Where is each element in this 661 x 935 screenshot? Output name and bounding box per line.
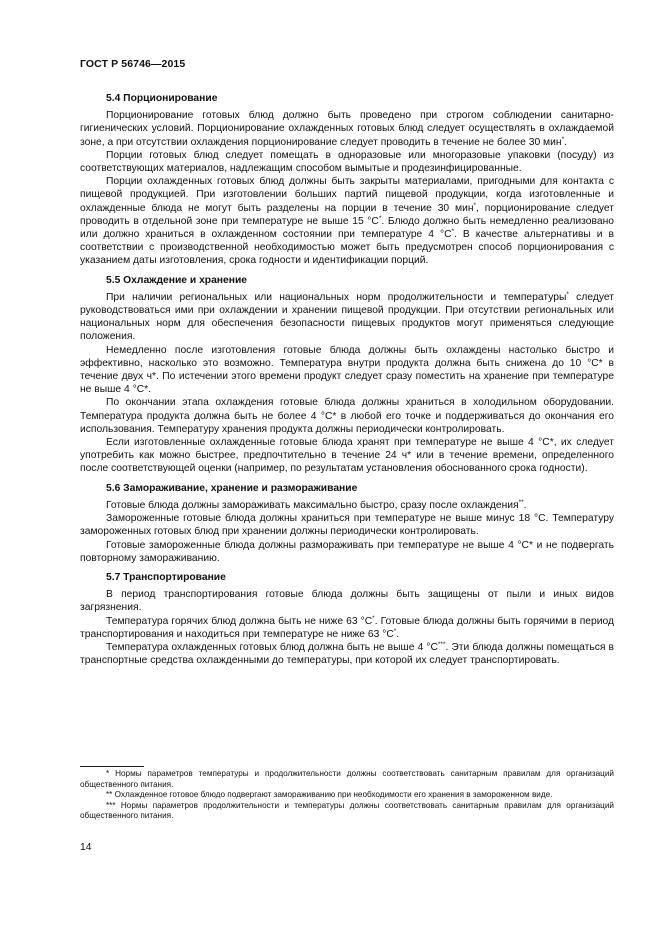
footnotes bbox=[80, 769, 614, 822]
section-5-4 bbox=[80, 92, 614, 268]
paragraph: Температура горячих блюд должна быть не ниже 63 °С*. Готовые блюда должны быть горячими в период транспортирования и находиться при температуре не ниже 63 °С*. bbox=[80, 614, 614, 640]
paragraph: Порции охлажденных готовых блюд должны быть закрыты материалами, пригодными для контакта с пищевой продукцией. При изготовлении больших партий пищевой продукции, когда изготовленные и охлажденные блюда не могут быть разделены на порции в течение 30 мин*, порционирование следует проводить в отдельной зоне при температуре не выше 15 °С*. Блюдо должно быть немедленно реализовано или должно храниться в охлажденном состоянии при температуре 4 °С*. В качестве альтернативы и в соответствии с производственной необходимостью может быть предусмотрен способ порционирования с указанием даты изготовления, срока годности и идентификации порций. bbox=[80, 176, 614, 267]
paragraph: Порции готовых блюд следует помещать в одноразовые или многоразовые упаковки (посуду) из соответствующих материалов, надлежащим способом вымытые и продезинфицированные. bbox=[80, 149, 614, 175]
section-title: 5.5 Охлаждение и хранение bbox=[106, 274, 248, 286]
paragraph: В период транспортирования готовые блюда должны быть защищены от пыли и иных видов загрязнения. bbox=[80, 589, 614, 614]
footnote: *** Нормы параметров продолжительности и температуры должны соответствовать санитарным правилам для организаций общественного питания. bbox=[80, 800, 614, 820]
page-number: 14 bbox=[80, 842, 92, 853]
paragraph: Готовые блюда должны замораживать максимально быстро, сразу после охлаждения**. bbox=[106, 498, 527, 511]
footnote-separator bbox=[80, 766, 144, 767]
document-header: ГОСТ Р 56746—2015 bbox=[80, 58, 186, 70]
paragraph: Если изготовленные охлажденные готовые блюда хранят при температуре не выше 4 °С*, их следует употребить как можно быстрее, предпочтительно в течение 24 ч* или в течение времени, определенного после соответствующей оценки (например, по результатам установления обоснованного срока годности). bbox=[80, 437, 614, 475]
paragraph: Порционирование готовых блюд должно быть проведено при строгом соблюдении санитарно-гигиенических условий. Порционирование охлажденных готовых блюд следует осуществлять в охлаждаемой зоне, а при отсутствии охлаждения порционирование следует проводить в течение не более 30 мин*. bbox=[80, 110, 614, 148]
footnote: * Нормы параметров температуры и продолжительности должны соответствовать санитарным правилам для организаций общественного питания. bbox=[80, 769, 614, 789]
paragraph: Температура охлажденных готовых блюд должна быть не выше 4 °С***. Эти блюда должны помещаться в транспортные средства охлажденными до температуры, при которой их следует транспортировать. bbox=[80, 640, 614, 667]
section-title: 5.4 Порционирование bbox=[106, 93, 218, 104]
section-5-5 bbox=[80, 274, 614, 476]
paragraph: По окончании этапа охлаждения готовые блюда должны храниться в холодильном оборудовании. Температура продукта должна быть не более 4 °С* в любой его точке и поддерживаться до окончания его использования. Температуру хранения продукта должны периодически контролировать. bbox=[80, 397, 614, 435]
section-5-7 bbox=[80, 571, 614, 667]
section-title: 5.6 Замораживание, хранение и размораживание bbox=[106, 482, 358, 494]
paragraph: Немедленно после изготовления готовые блюда должны быть охлаждены настолько быстро и эффективно, насколько это возможно. Температура внутри продукта должна быть снижена до 10 °С* в течение двух ч*. По истечении этого времени продукт следует сразу поместить на хранение при температуре не выше 4 °С*. bbox=[80, 344, 614, 396]
section-title: 5.7 Транспортирование bbox=[106, 571, 226, 583]
paragraph: Замороженные готовые блюда должны храниться при температуре не выше минус 18 °С. Температуру замороженных готовых блюд при хранении должны периодически контролировать. bbox=[80, 513, 614, 538]
paragraph: При наличии региональных или национальных норм продолжительности и температуры* следует руководствоваться ими при охлаждении и хранении пищевой продукции. При отсутствии региональных или национальных норм для обеспечения безопасности пищевых продуктов могут применяться следующие положения. bbox=[80, 290, 614, 343]
section-5-6 bbox=[80, 482, 614, 565]
document-body bbox=[80, 92, 614, 673]
footnote: ** Охлажденное готовое блюдо подвергают замораживанию при необходимости его хранения в замороженном виде. bbox=[106, 790, 553, 799]
paragraph: Готовые замороженные блюда должны размораживать при температуре не выше 4 °С* и не подвергать повторному замораживанию. bbox=[80, 539, 614, 564]
